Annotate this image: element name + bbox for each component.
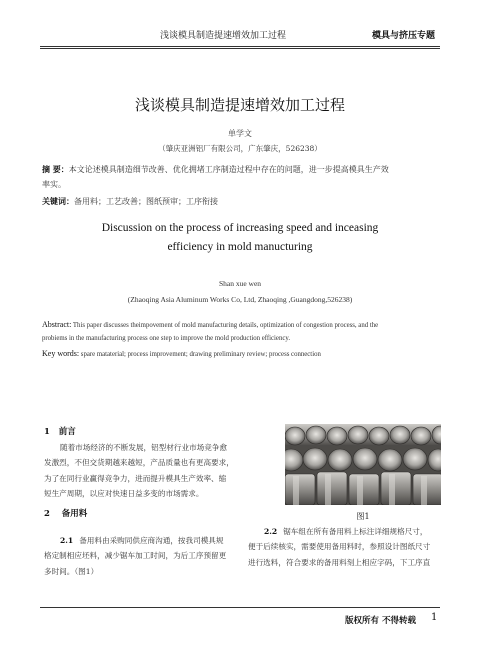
section-1-body [44,440,254,502]
header-rule-double [40,48,440,49]
figure-1-image [285,424,441,505]
section-1-line: 随着市场经济的不断发展，铝型材行业市场竞争愈 [60,443,228,452]
section-2-1-line: 备用料由采购同供应商沟通，按我司模具规 [79,536,224,545]
en-keywords [42,347,452,361]
section-2-1-number: 2.1 [60,536,74,545]
section-2-2-line: 锯车组在所有备用料上标注详细规格尺寸， [283,527,428,536]
cn-abstract-text-1: 本文论述模具制造细节改善、优化拥堵工序制造过程中存在的问题，进一步提高模具生产效 [68,165,389,174]
en-keywords-label: Key words: [42,349,80,358]
section-1-line: 为了在同行业赢得竞争力，进而提升模具生产效率、缩 [44,473,227,483]
cn-keywords-text: 备用料；工艺改善；图纸预审；工序衔接 [74,197,218,206]
section-2-1-line: 多时间。（图1） [44,566,99,576]
cn-abstract-text-2: 率实。 [42,180,66,189]
section-1-line: 发激烈，不但交货期越来越短，产品质量也有更高要求， [44,458,234,468]
cn-affiliation: （肇庆亚洲铝厂有限公司，广东肇庆，526238） [158,144,322,153]
section-2-2-number: 2.2 [264,527,278,536]
cn-abstract-label: 摘 要： [42,164,69,174]
cn-keywords-label: 关键词： [42,196,74,206]
section-1-heading: 1 前言 [44,427,76,437]
header-rule [40,46,440,47]
steel-billets-photo [285,424,441,505]
en-title-line-1: Discussion on the process of increasing speed and inceasing [101,222,379,234]
section-2-2-line: 便于后续核实，需要使用备用料时，参照设计图纸尺寸 [248,542,431,552]
footer-rule [40,607,440,608]
en-affiliation: (Zhaoqing Asia Aluminum Works Co, Ltd, Zhaoqing ,Guangdong,526238) [127,295,353,304]
section-2-heading: 2 备用料 [44,509,88,519]
column-title: 模具与挤压专题 [372,31,436,41]
section-2-1-body [44,533,256,579]
cn-abstract [42,162,442,192]
en-abstract-label: Abstract: [42,320,72,329]
en-abstract-text-2: probiems in the manufacturing process one step to improve the mold production efficiency. [42,335,291,342]
section-2-2-line: 进行选料，符合要求的备用料刻上相应字码，下工序直 [248,557,431,567]
section-1-line: 短生产周期，以应对快速日益多变的市场需求。 [44,489,204,499]
en-abstract [42,318,452,345]
running-title: 浅谈模具制造提速增效加工过程 [160,31,287,41]
en-author: Shan xue wen [218,279,262,288]
copyright-notice: 版权所有 不得转载 [345,616,416,626]
en-keywords-text: spare mataterial; process improvement; drawing preliminary review; process connection [79,351,321,358]
figure-1-caption: 图1 [356,512,370,521]
cn-keywords [42,194,442,209]
section-2-1-line: 格定制相应坯料，减少锯车加工时间，为后工序预留更 [44,551,227,561]
cn-author: 单学文 [228,129,252,138]
en-title-line-2: efficiency in mold manucturing [167,241,313,253]
section-2-2-body [248,524,448,570]
en-abstract-text-1: This paper discusses theimpovement of mold manufacturing details, optimization of congestion process, and the [71,322,379,329]
page-number: 1 [431,612,438,623]
cn-title: 浅谈模具制造提速增效加工过程 [134,96,345,114]
